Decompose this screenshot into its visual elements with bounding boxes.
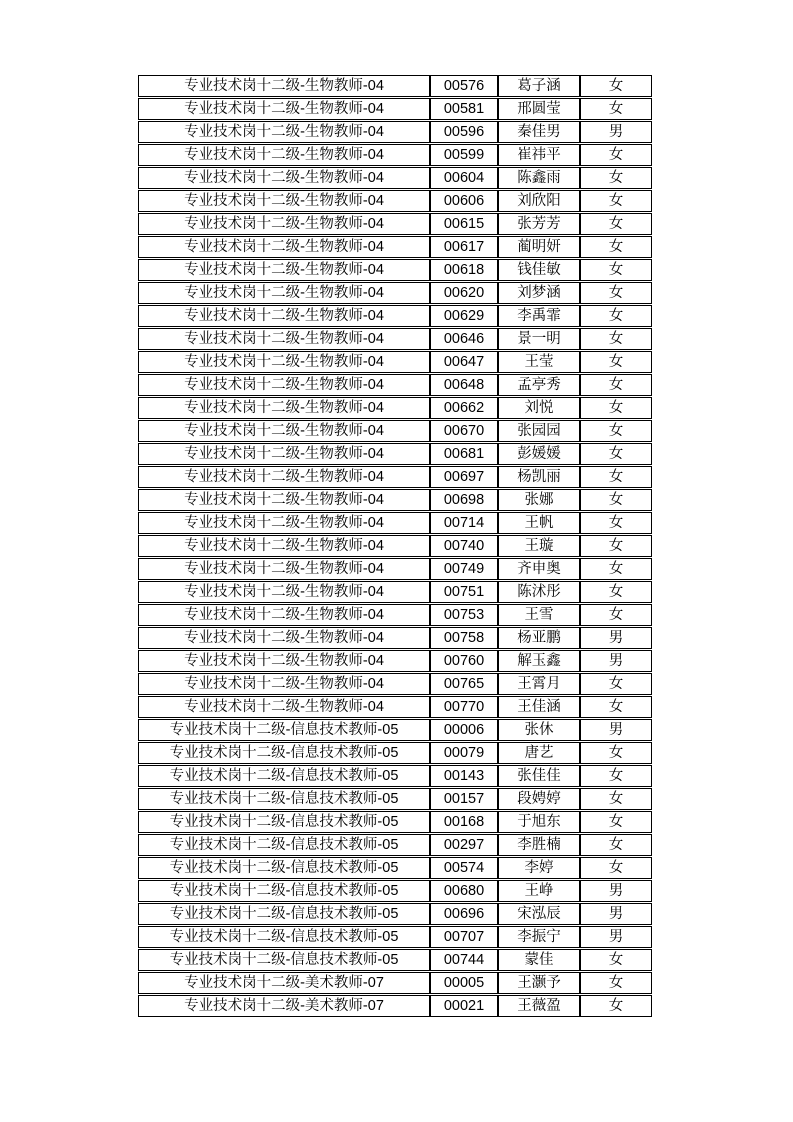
number-cell: 00615: [430, 213, 498, 235]
position-cell: 专业技术岗十二级-信息技术教师-05: [138, 765, 430, 787]
gender-cell: 女: [580, 673, 652, 695]
number-cell: 00599: [430, 144, 498, 166]
name-cell: 王帆: [498, 512, 580, 534]
table-row: [138, 834, 652, 856]
name-cell: 宋泓辰: [498, 903, 580, 925]
number-cell: 00749: [430, 558, 498, 580]
gender-cell: 女: [580, 765, 652, 787]
name-cell: 王璇: [498, 535, 580, 557]
number-cell: 00620: [430, 282, 498, 304]
gender-cell: 女: [580, 834, 652, 856]
number-cell: 00670: [430, 420, 498, 442]
name-cell: 秦佳男: [498, 121, 580, 143]
number-cell: 00005: [430, 972, 498, 994]
position-cell: 专业技术岗十二级-生物教师-04: [138, 673, 430, 695]
position-cell: 专业技术岗十二级-美术教师-07: [138, 972, 430, 994]
name-cell: 邢圆莹: [498, 98, 580, 120]
position-cell: 专业技术岗十二级-生物教师-04: [138, 696, 430, 718]
position-cell: 专业技术岗十二级-生物教师-04: [138, 604, 430, 626]
number-cell: 00157: [430, 788, 498, 810]
position-cell: 专业技术岗十二级-信息技术教师-05: [138, 742, 430, 764]
number-cell: 00758: [430, 627, 498, 649]
table-row: [138, 857, 652, 879]
position-cell: 专业技术岗十二级-生物教师-04: [138, 213, 430, 235]
roster-table: [138, 74, 652, 1018]
position-cell: 专业技术岗十二级-生物教师-04: [138, 420, 430, 442]
table-row: [138, 535, 652, 557]
number-cell: 00629: [430, 305, 498, 327]
gender-cell: 男: [580, 880, 652, 902]
position-cell: 专业技术岗十二级-生物教师-04: [138, 558, 430, 580]
name-cell: 张佳佳: [498, 765, 580, 787]
gender-cell: 女: [580, 190, 652, 212]
gender-cell: 女: [580, 489, 652, 511]
table-row: [138, 236, 652, 258]
gender-cell: 女: [580, 213, 652, 235]
table-row: [138, 443, 652, 465]
gender-cell: 女: [580, 420, 652, 442]
number-cell: 00618: [430, 259, 498, 281]
position-cell: 专业技术岗十二级-生物教师-04: [138, 535, 430, 557]
gender-cell: 女: [580, 811, 652, 833]
position-cell: 专业技术岗十二级-信息技术教师-05: [138, 834, 430, 856]
gender-cell: 女: [580, 98, 652, 120]
gender-cell: 女: [580, 259, 652, 281]
name-cell: 彭媛媛: [498, 443, 580, 465]
table-row: [138, 75, 652, 97]
position-cell: 专业技术岗十二级-生物教师-04: [138, 512, 430, 534]
gender-cell: 女: [580, 328, 652, 350]
name-cell: 张芳芳: [498, 213, 580, 235]
number-cell: 00646: [430, 328, 498, 350]
position-cell: 专业技术岗十二级-生物教师-04: [138, 489, 430, 511]
position-cell: 专业技术岗十二级-生物教师-04: [138, 466, 430, 488]
gender-cell: 女: [580, 535, 652, 557]
name-cell: 张园园: [498, 420, 580, 442]
position-cell: 专业技术岗十二级-生物教师-04: [138, 236, 430, 258]
name-cell: 李禹霏: [498, 305, 580, 327]
gender-cell: 女: [580, 397, 652, 419]
table-row: [138, 811, 652, 833]
position-cell: 专业技术岗十二级-生物教师-04: [138, 305, 430, 327]
number-cell: 00707: [430, 926, 498, 948]
name-cell: 张休: [498, 719, 580, 741]
name-cell: 陈鑫雨: [498, 167, 580, 189]
position-cell: 专业技术岗十二级-生物教师-04: [138, 121, 430, 143]
name-cell: 崔祎平: [498, 144, 580, 166]
number-cell: 00681: [430, 443, 498, 465]
number-cell: 00596: [430, 121, 498, 143]
gender-cell: 女: [580, 466, 652, 488]
table-row: [138, 995, 652, 1017]
gender-cell: 女: [580, 558, 652, 580]
number-cell: 00770: [430, 696, 498, 718]
position-cell: 专业技术岗十二级-生物教师-04: [138, 627, 430, 649]
number-cell: 00617: [430, 236, 498, 258]
table-row: [138, 98, 652, 120]
gender-cell: 女: [580, 742, 652, 764]
name-cell: 王雪: [498, 604, 580, 626]
number-cell: 00696: [430, 903, 498, 925]
name-cell: 刘梦涵: [498, 282, 580, 304]
position-cell: 专业技术岗十二级-生物教师-04: [138, 581, 430, 603]
position-cell: 专业技术岗十二级-生物教师-04: [138, 75, 430, 97]
name-cell: 解玉鑫: [498, 650, 580, 672]
name-cell: 王灏予: [498, 972, 580, 994]
position-cell: 专业技术岗十二级-生物教师-04: [138, 167, 430, 189]
table-row: [138, 282, 652, 304]
table-row: [138, 351, 652, 373]
gender-cell: 女: [580, 282, 652, 304]
table-row: [138, 788, 652, 810]
position-cell: 专业技术岗十二级-信息技术教师-05: [138, 857, 430, 879]
gender-cell: 女: [580, 788, 652, 810]
name-cell: 葛子涵: [498, 75, 580, 97]
table-row: [138, 581, 652, 603]
table-row: [138, 903, 652, 925]
name-cell: 齐申奥: [498, 558, 580, 580]
name-cell: 李振宁: [498, 926, 580, 948]
table-row: [138, 305, 652, 327]
gender-cell: 女: [580, 443, 652, 465]
position-cell: 专业技术岗十二级-生物教师-04: [138, 144, 430, 166]
roster-table-body: [138, 75, 652, 1017]
gender-cell: 男: [580, 121, 652, 143]
gender-cell: 女: [580, 995, 652, 1017]
table-row: [138, 144, 652, 166]
name-cell: 钱佳敏: [498, 259, 580, 281]
gender-cell: 男: [580, 903, 652, 925]
gender-cell: 女: [580, 604, 652, 626]
name-cell: 王莹: [498, 351, 580, 373]
number-cell: 00648: [430, 374, 498, 396]
number-cell: 00744: [430, 949, 498, 971]
number-cell: 00574: [430, 857, 498, 879]
number-cell: 00751: [430, 581, 498, 603]
name-cell: 于旭东: [498, 811, 580, 833]
number-cell: 00576: [430, 75, 498, 97]
name-cell: 孟亭秀: [498, 374, 580, 396]
table-row: [138, 259, 652, 281]
gender-cell: 男: [580, 719, 652, 741]
name-cell: 陈沭彤: [498, 581, 580, 603]
position-cell: 专业技术岗十二级-信息技术教师-05: [138, 949, 430, 971]
table-row: [138, 121, 652, 143]
position-cell: 专业技术岗十二级-生物教师-04: [138, 282, 430, 304]
gender-cell: 男: [580, 627, 652, 649]
name-cell: 刘悦: [498, 397, 580, 419]
number-cell: 00604: [430, 167, 498, 189]
name-cell: 景一明: [498, 328, 580, 350]
gender-cell: 女: [580, 696, 652, 718]
table-row: [138, 926, 652, 948]
position-cell: 专业技术岗十二级-信息技术教师-05: [138, 880, 430, 902]
gender-cell: 男: [580, 926, 652, 948]
name-cell: 王薇盈: [498, 995, 580, 1017]
position-cell: 专业技术岗十二级-信息技术教师-05: [138, 811, 430, 833]
number-cell: 00021: [430, 995, 498, 1017]
position-cell: 专业技术岗十二级-美术教师-07: [138, 995, 430, 1017]
number-cell: 00606: [430, 190, 498, 212]
number-cell: 00714: [430, 512, 498, 534]
name-cell: 唐艺: [498, 742, 580, 764]
table-row: [138, 972, 652, 994]
position-cell: 专业技术岗十二级-生物教师-04: [138, 397, 430, 419]
name-cell: 蔺明妍: [498, 236, 580, 258]
table-row: [138, 627, 652, 649]
gender-cell: 女: [580, 949, 652, 971]
number-cell: 00740: [430, 535, 498, 557]
table-row: [138, 328, 652, 350]
name-cell: 李胜楠: [498, 834, 580, 856]
name-cell: 王佳涵: [498, 696, 580, 718]
table-row: [138, 512, 652, 534]
name-cell: 王霄月: [498, 673, 580, 695]
number-cell: 00647: [430, 351, 498, 373]
number-cell: 00760: [430, 650, 498, 672]
name-cell: 杨凯丽: [498, 466, 580, 488]
table-row: [138, 213, 652, 235]
table-row: [138, 167, 652, 189]
table-row: [138, 466, 652, 488]
gender-cell: 女: [580, 512, 652, 534]
number-cell: 00006: [430, 719, 498, 741]
position-cell: 专业技术岗十二级-生物教师-04: [138, 98, 430, 120]
gender-cell: 女: [580, 75, 652, 97]
gender-cell: 女: [580, 581, 652, 603]
table-row: [138, 719, 652, 741]
position-cell: 专业技术岗十二级-生物教师-04: [138, 443, 430, 465]
table-row: [138, 190, 652, 212]
number-cell: 00079: [430, 742, 498, 764]
table-row: [138, 650, 652, 672]
gender-cell: 女: [580, 857, 652, 879]
name-cell: 张娜: [498, 489, 580, 511]
number-cell: 00581: [430, 98, 498, 120]
position-cell: 专业技术岗十二级-生物教师-04: [138, 328, 430, 350]
position-cell: 专业技术岗十二级-生物教师-04: [138, 351, 430, 373]
gender-cell: 男: [580, 650, 652, 672]
gender-cell: 女: [580, 167, 652, 189]
table-row: [138, 949, 652, 971]
gender-cell: 女: [580, 972, 652, 994]
name-cell: 李婷: [498, 857, 580, 879]
table-row: [138, 489, 652, 511]
number-cell: 00698: [430, 489, 498, 511]
position-cell: 专业技术岗十二级-生物教师-04: [138, 374, 430, 396]
table-row: [138, 397, 652, 419]
number-cell: 00753: [430, 604, 498, 626]
number-cell: 00697: [430, 466, 498, 488]
table-row: [138, 696, 652, 718]
name-cell: 王峥: [498, 880, 580, 902]
position-cell: 专业技术岗十二级-生物教师-04: [138, 259, 430, 281]
number-cell: 00680: [430, 880, 498, 902]
position-cell: 专业技术岗十二级-信息技术教师-05: [138, 788, 430, 810]
position-cell: 专业技术岗十二级-信息技术教师-05: [138, 903, 430, 925]
gender-cell: 女: [580, 374, 652, 396]
gender-cell: 女: [580, 351, 652, 373]
number-cell: 00168: [430, 811, 498, 833]
gender-cell: 女: [580, 144, 652, 166]
gender-cell: 女: [580, 236, 652, 258]
table-row: [138, 374, 652, 396]
position-cell: 专业技术岗十二级-信息技术教师-05: [138, 719, 430, 741]
table-row: [138, 420, 652, 442]
table-row: [138, 765, 652, 787]
name-cell: 杨亚鹏: [498, 627, 580, 649]
position-cell: 专业技术岗十二级-生物教师-04: [138, 190, 430, 212]
table-row: [138, 604, 652, 626]
number-cell: 00143: [430, 765, 498, 787]
position-cell: 专业技术岗十二级-信息技术教师-05: [138, 926, 430, 948]
position-cell: 专业技术岗十二级-生物教师-04: [138, 650, 430, 672]
table-row: [138, 880, 652, 902]
number-cell: 00662: [430, 397, 498, 419]
gender-cell: 女: [580, 305, 652, 327]
table-row: [138, 742, 652, 764]
number-cell: 00765: [430, 673, 498, 695]
table-row: [138, 673, 652, 695]
name-cell: 刘欣阳: [498, 190, 580, 212]
number-cell: 00297: [430, 834, 498, 856]
name-cell: 段娉婷: [498, 788, 580, 810]
name-cell: 蒙佳: [498, 949, 580, 971]
table-row: [138, 558, 652, 580]
